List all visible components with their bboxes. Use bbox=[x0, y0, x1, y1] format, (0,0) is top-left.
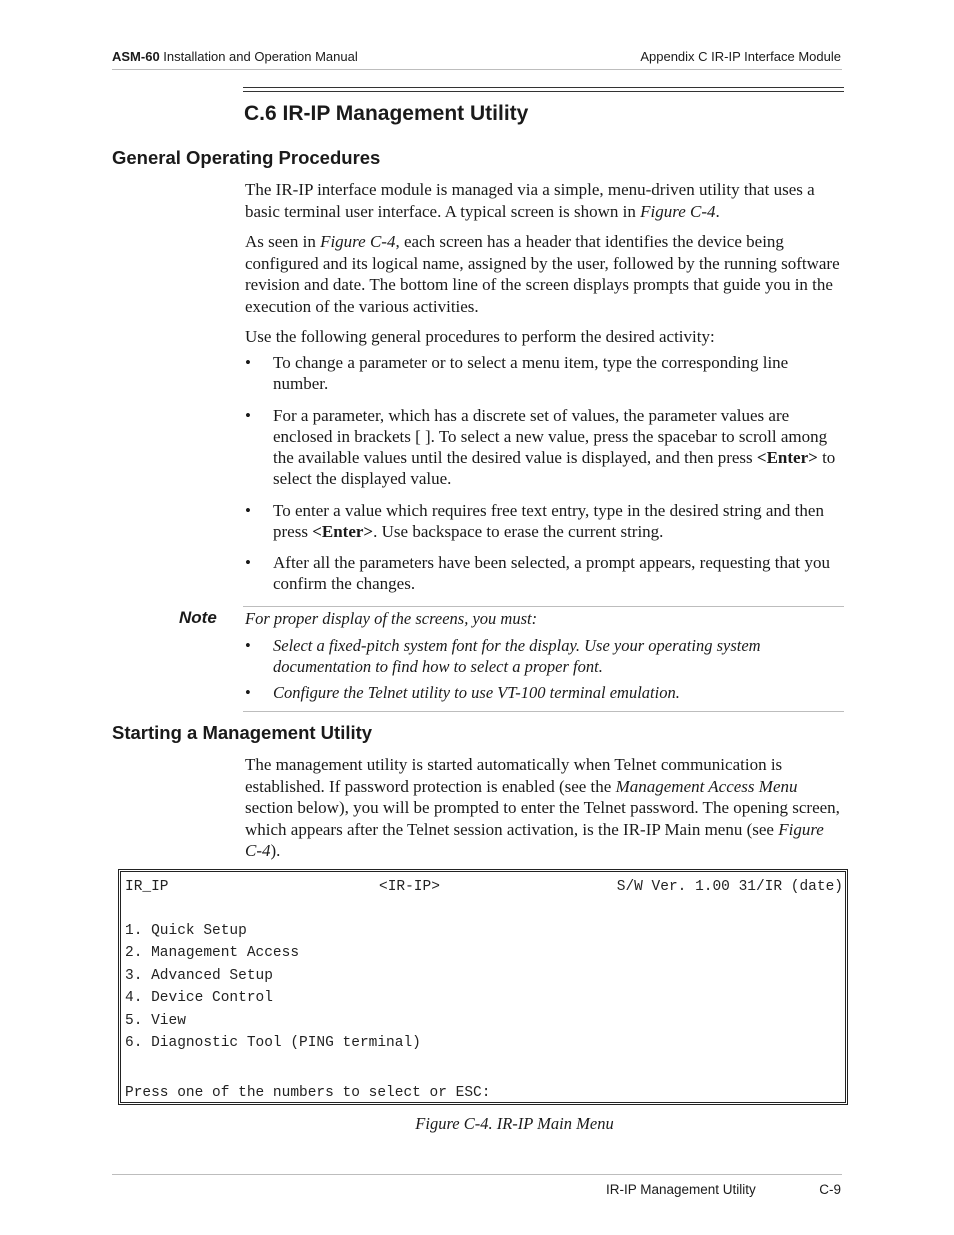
figure-caption: Figure C-4. IR-IP Main Menu bbox=[415, 1114, 614, 1133]
menu-item-diagnostic-tool[interactable]: 6. Diagnostic Tool (PING terminal) bbox=[125, 1035, 421, 1051]
terminal-screen bbox=[118, 869, 848, 1105]
heading-starting-utility: Starting a Management Utility bbox=[112, 722, 373, 743]
list-item: • To change a parameter or to select a menu item, type the corresponding line number. bbox=[245, 353, 789, 393]
menu-item-quick-setup[interactable]: 1. Quick Setup bbox=[125, 923, 247, 939]
running-header-left bbox=[112, 49, 358, 64]
note-label: Note bbox=[179, 608, 217, 627]
terminal-device-name: <IR-IP> bbox=[379, 879, 440, 895]
section-title: C.6 IR-IP Management Utility bbox=[244, 102, 529, 125]
terminal-device-id: IR_IP bbox=[125, 879, 169, 895]
key-enter: <Enter> bbox=[312, 522, 374, 541]
footer-rule bbox=[112, 1174, 842, 1175]
page-number: C-9 bbox=[819, 1182, 841, 1197]
bullet-icon: • bbox=[245, 636, 251, 655]
note-rule-top bbox=[243, 606, 844, 607]
figure-ref[interactable]: Figure C-4 bbox=[320, 232, 396, 251]
heading-general-procedures: General Operating Procedures bbox=[112, 147, 381, 168]
list-item: • Configure the Telnet utility to use VT-100 terminal emulation. bbox=[245, 683, 680, 702]
paragraph-starting: The management utility is started automatically when Telnet communication is established. If password protection is enabled (see the Management Access Menu section below), you will be prompted to enter the Telnet password. The opening screen, which appears after the Telnet session activation, is the IR-IP Main menu (see Figure C-4). bbox=[245, 755, 840, 860]
bullet-icon: • bbox=[245, 683, 251, 702]
bullet-icon: • bbox=[245, 406, 251, 425]
figure-ref[interactable]: Figure C-4 bbox=[245, 819, 824, 860]
list-item: • To enter a value which requires free text entry, type in the desired string and then press <Enter>. Use backspace to erase the current string. bbox=[245, 501, 824, 541]
paragraph-intro: The IR-IP interface module is managed via a simple, menu-driven utility that uses a basic terminal user interface. A typical screen is shown in Figure C-4. bbox=[245, 180, 815, 221]
menu-item-device-control[interactable]: 4. Device Control bbox=[125, 990, 273, 1006]
paragraph-procedures-lead: Use the following general procedures to perform the desired activity: bbox=[245, 327, 715, 346]
header-rule bbox=[112, 69, 842, 70]
manual-model: ASM-60 bbox=[112, 49, 160, 64]
paragraph-screen-header: As seen in Figure C-4, each screen has a header that identifies the device being configured and its logical name, assigned by the user, followed by the running software revision and date. The bottom line of the screen displays prompts that guide you in the execution of the various activities. bbox=[245, 232, 840, 316]
figure-ref[interactable]: Figure C-4 bbox=[640, 201, 716, 221]
bullet-icon: • bbox=[245, 501, 251, 520]
list-item: • For a parameter, which has a discrete set of values, the parameter values are enclosed in brackets [ ]. To select a new value, press the spacebar to scroll among the available values until the desired value is displayed, and then press <Enter> to select the displayed value. bbox=[245, 406, 836, 488]
section-rule bbox=[243, 87, 844, 92]
bullet-icon: • bbox=[245, 553, 251, 572]
section-ref[interactable]: Management Access Menu bbox=[615, 776, 798, 796]
menu-item-management-access[interactable]: 2. Management Access bbox=[125, 945, 300, 961]
note-intro: For proper display of the screens, you must: bbox=[245, 609, 538, 628]
menu-item-view[interactable]: 5. View bbox=[125, 1013, 186, 1029]
manual-title: Installation and Operation Manual bbox=[159, 49, 358, 64]
note-rule-bottom bbox=[243, 711, 844, 712]
terminal-prompt: Press one of the numbers to select or ESC: bbox=[125, 1085, 491, 1101]
key-enter: <Enter> bbox=[756, 448, 818, 467]
list-item: • Select a fixed-pitch system font for the display. Use your operating system documentation to find how to select a proper font. bbox=[245, 636, 761, 676]
running-header-right: Appendix C IR-IP Interface Module bbox=[640, 49, 841, 64]
terminal-sw-version: S/W Ver. 1.00 31/IR (date) bbox=[616, 879, 843, 895]
menu-item-advanced-setup[interactable]: 3. Advanced Setup bbox=[125, 968, 273, 984]
list-item: • After all the parameters have been selected, a prompt appears, requesting that you confirm the changes. bbox=[245, 553, 830, 593]
bullet-icon: • bbox=[245, 353, 251, 372]
footer-section: IR-IP Management Utility bbox=[606, 1182, 756, 1197]
